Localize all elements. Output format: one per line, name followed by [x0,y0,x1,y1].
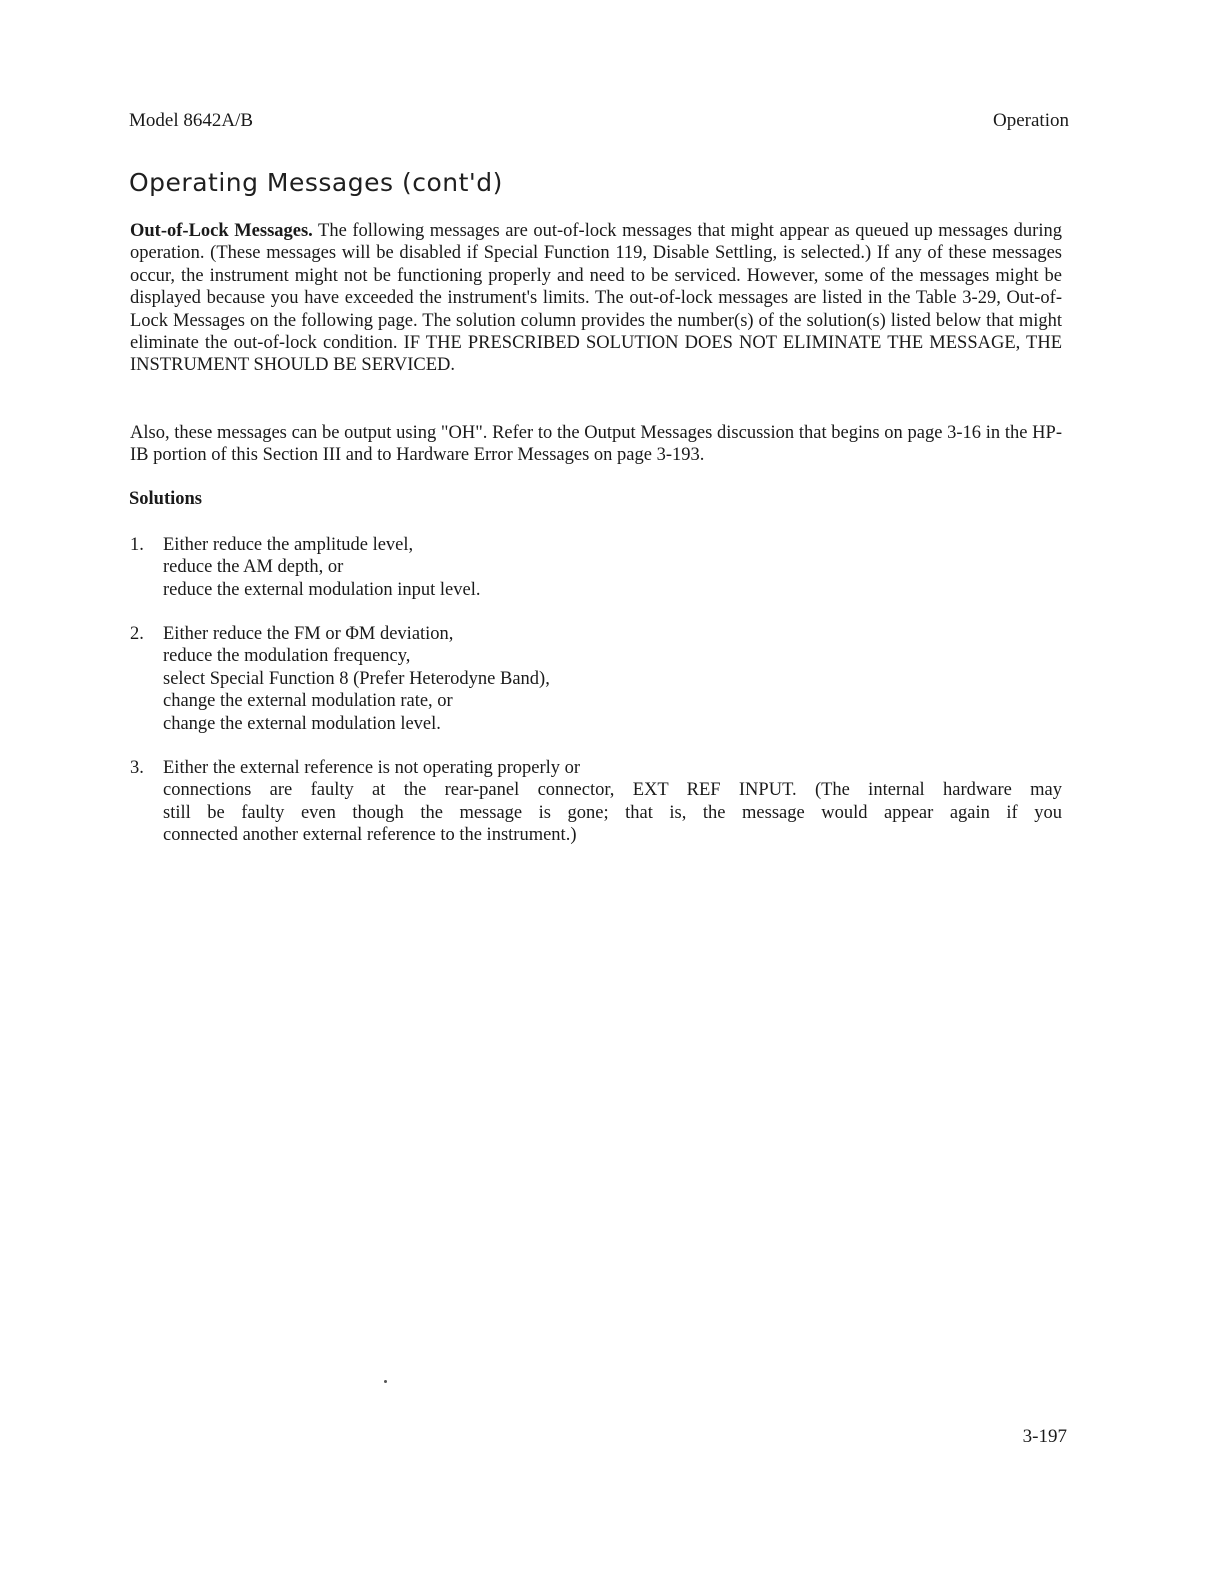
solution-line: connected another external reference to the instrument.) [163,825,577,846]
run-in-heading: Out-of-Lock Messages. [130,221,313,241]
header-section: Operation [993,110,1069,131]
solution-item-3 [130,757,1062,847]
solution-item-1 [130,534,1062,601]
solution-number: 1. [130,535,144,555]
solution-line: Either reduce the amplitude level, [163,535,414,555]
solution-line: still be faulty even though the message is gone; that is, the message would appear again if you [163,802,1062,823]
scan-speck [384,1380,387,1383]
solution-line: change the external modulation level. [163,713,441,734]
solution-line: reduce the external modulation input level. [163,579,481,600]
header-model: Model 8642A/B [129,110,254,131]
solution-line: change the external modulation rate, or [163,691,453,712]
solution-number: 2. [130,624,144,644]
page-number: 3-197 [1022,1426,1067,1447]
paragraph-text: The following messages are out-of-lock messages that might appear as queued up messages during operation. (These messages will be disabled if Special Function 119, Disable Settling, is selected.) If any of these messages occur, the instrument might not be functioning properly and need to be serviced. However, some of the messages might be displayed because you have exceeded the instrument's limits. The out-of-lock messages are listed in the Table 3-29, Out-of-Lock Messages on the following page. The solution column provides the number(s) of the solution(s) listed below that might eliminate the out-of-lock condition. IF THE PRESCRIBED SOLUTION DOES NOT ELIMINATE THE MESSAGE, THE INSTRUMENT SHOULD BE SERVICED. [130,221,1062,376]
solution-line: Either reduce the FM or ΦM deviation, [163,624,454,644]
solution-line: select Special Function 8 (Prefer Heterodyne Band), [163,668,550,689]
solution-line: reduce the modulation frequency, [163,646,411,667]
solution-line: connections are faulty at the rear-panel connector, EXT REF INPUT. (The internal hardware may [163,780,1062,801]
page-title: Operating Messages (cont'd) [129,168,503,197]
out-of-lock-paragraph [130,220,1062,377]
solution-line: Either the external reference is not operating properly or [163,758,581,778]
solution-number: 3. [130,758,144,778]
solutions-heading: Solutions [129,489,203,509]
output-messages-paragraph: Also, these messages can be output using "OH". Refer to the Output Messages discussion that begins on page 3-16 in the HP-IB portion of this Section III and to Hardware Error Messages on page 3-193. [130,423,1062,466]
running-header [129,110,1069,132]
solution-line: reduce the AM depth, or [163,557,344,578]
solution-item-2 [130,623,1062,735]
